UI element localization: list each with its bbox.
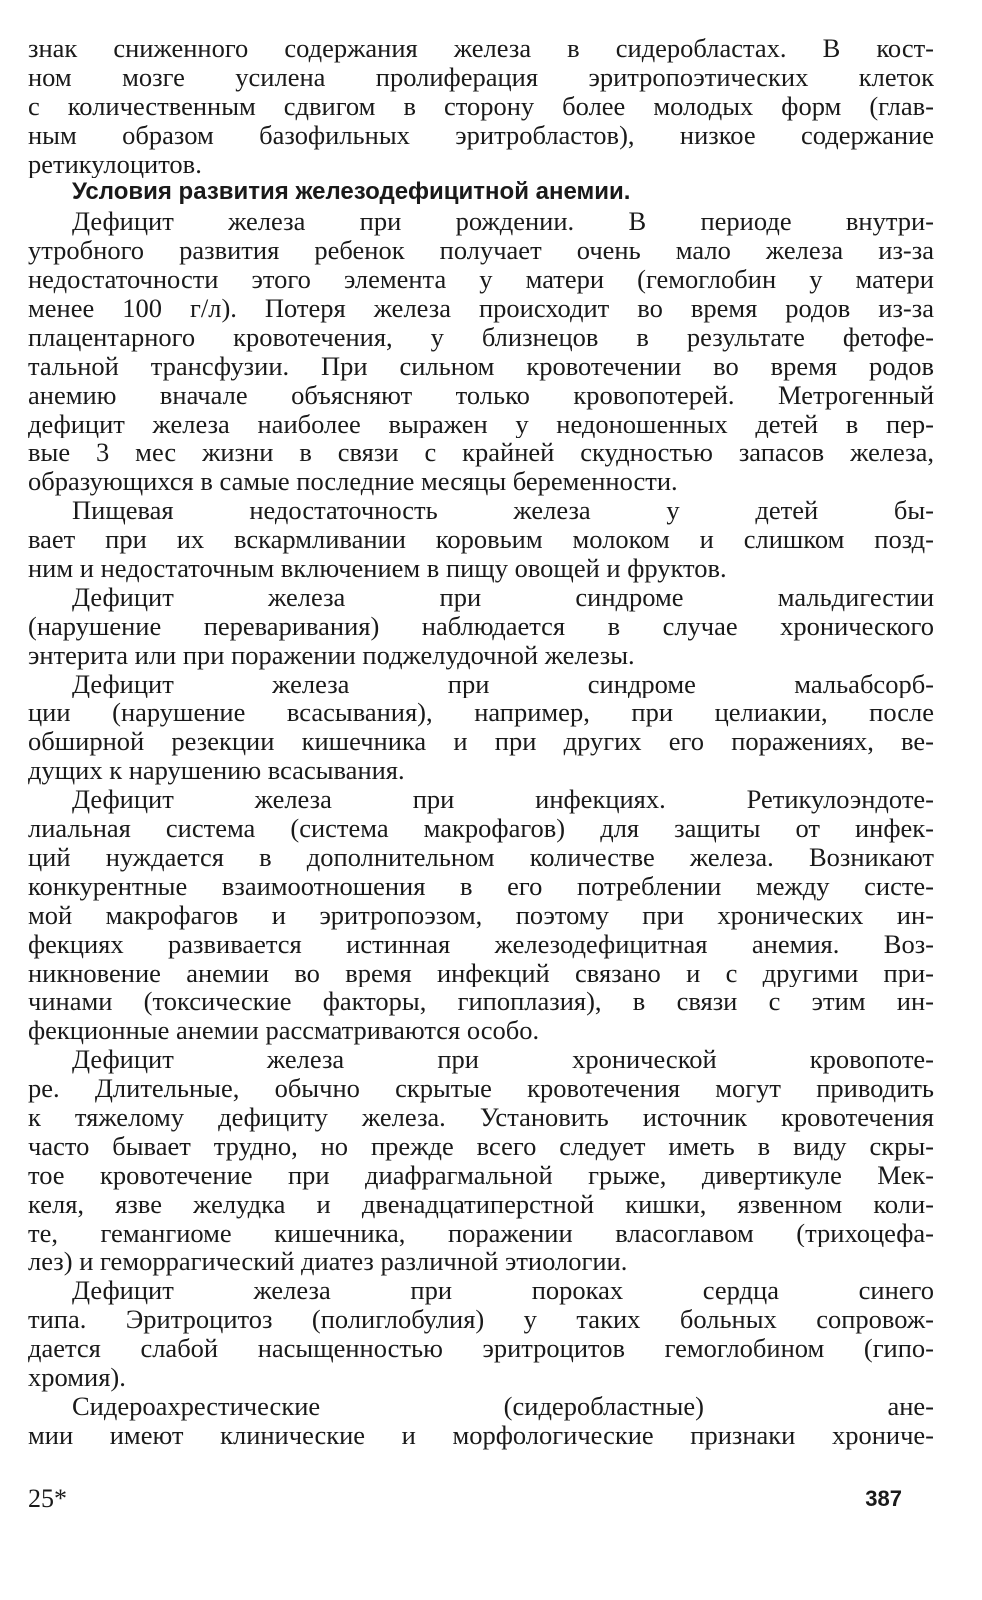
text-line: те, гемангиоме кишечника, поражении власоглавом (трихоцефа- (28, 1218, 934, 1248)
text-line: Дефицит железа при пороках сердца синего (72, 1276, 934, 1306)
text-line: конкурентные взаимоотношения в его потреблении между систе- (28, 871, 934, 901)
text-line: (нарушение переваривания) наблюдается в случае хронического (28, 611, 934, 641)
text-line: типа. Эритроцитоз (полиглобулия) у таких больных сопровож- (28, 1305, 934, 1335)
signature-mark: 25* (28, 1484, 67, 1513)
text-line: фекционные анемии рассматриваются особо. (28, 1016, 540, 1046)
text-line: энтерита или при поражении поджелудочной железы. (28, 640, 635, 670)
text-line: мой макрофагов и эритропоэзом, поэтому при хронических ин- (28, 900, 934, 930)
page-body (28, 34, 934, 1450)
text-line: Дефицит железа при инфекциях. Ретикулоэндоте- (72, 785, 934, 815)
text-line: Дефицит железа при рождении. В периоде внутри- (72, 207, 934, 237)
text-line: ном мозге усилена пролиферация эритропоэтических клеток (28, 62, 934, 92)
text-line: к тяжелому дефициту железа. Установить источник кровотечения (28, 1102, 934, 1132)
text-line: Дефицит железа при хронической кровопоте- (72, 1045, 934, 1075)
text-line: обширной резекции кишечника и при других его поражениях, ве- (28, 727, 934, 757)
text-line: ретикулоцитов. (28, 149, 202, 179)
text-line: Сидероахрестические (сидеробластные) ане- (72, 1391, 934, 1421)
text-line: знак сниженного содержания железа в сидеробластах. В кост- (28, 34, 934, 63)
text-line: Дефицит железа при синдроме мальдигестии (72, 582, 934, 612)
text-line: Дефицит железа при синдроме мальабсорб- (72, 669, 934, 699)
text-line: вые 3 мес жизни в связи с крайней скудностью запасов железа, (28, 438, 934, 468)
text-line: келя, язве желудка и двенадцатиперстной кишки, язвенном коли- (28, 1189, 934, 1219)
text-line: дущих к нарушению всасывания. (28, 756, 405, 786)
text-line: часто бывает трудно, но прежде всего следует иметь в виду скры- (28, 1131, 934, 1161)
text-line: ций нуждается в дополнительном количестве железа. Возникают (28, 842, 934, 872)
text-line: вает при их вскармливании коровьим молоком и слишком позд- (28, 525, 934, 555)
text-line: с количественным сдвигом в сторону более молодых форм (глав- (28, 91, 934, 121)
text-line: дефицит железа наиболее выражен у недоношенных детей в пер- (28, 409, 934, 439)
text-line: чинами (токсические факторы, гипоплазия), в связи с этим ин- (28, 987, 934, 1017)
text-line: мии имеют клинические и морфологические признаки хрониче- (28, 1420, 934, 1450)
text-line: ним и недостаточным включением в пищу овощей и фруктов. (28, 554, 727, 583)
text-line: анемию вначале объясняют только кровопотерей. Метрогенный (28, 380, 934, 410)
text-line: Пищевая недостаточность железа у детей бы- (72, 496, 934, 526)
text-line: ре. Длительные, обычно скрытые кровотечения могут приводить (28, 1074, 934, 1103)
text-line: лиальная система (система макрофагов) для защиты от инфек- (28, 814, 934, 843)
text-line: лез) и геморрагический диатез различной этиологии. (28, 1247, 628, 1277)
page-number: 387 (865, 1486, 902, 1511)
text-line: тальной трансфузии. При сильном кровотечении во время родов (28, 351, 934, 381)
text-line: никновение анемии во время инфекций связано и с другими при- (28, 958, 934, 988)
text-line: фекциях развивается истинная железодефицитная анемия. Воз- (28, 929, 934, 959)
text-line: плацентарного кровотечения, у близнецов в результате фетофе- (28, 322, 934, 352)
text-line: ным образом базофильных эритробластов), низкое содержание (28, 120, 934, 150)
text-line: ции (нарушение всасывания), например, при целиакии, после (28, 698, 934, 728)
text-line: Условия развития железодефицитной анемии. (72, 178, 631, 206)
text-line: недостаточности этого элемента у матери (гемоглобин у матери (28, 265, 934, 295)
text-line: хромия). (28, 1362, 126, 1392)
text-line: менее 100 г/л). Потеря железа происходит во время родов из-за (28, 294, 934, 323)
text-line: образующихся в самые последние месяцы беременности. (28, 467, 678, 497)
text-line: дается слабой насыщенностью эритроцитов гемоглобином (гипо- (28, 1334, 934, 1363)
text-line: утробного развития ребенок получает очень мало железа из-за (28, 236, 934, 266)
text-line: тое кровотечение при диафрагмальной грыже, дивертикуле Мек- (28, 1160, 934, 1190)
